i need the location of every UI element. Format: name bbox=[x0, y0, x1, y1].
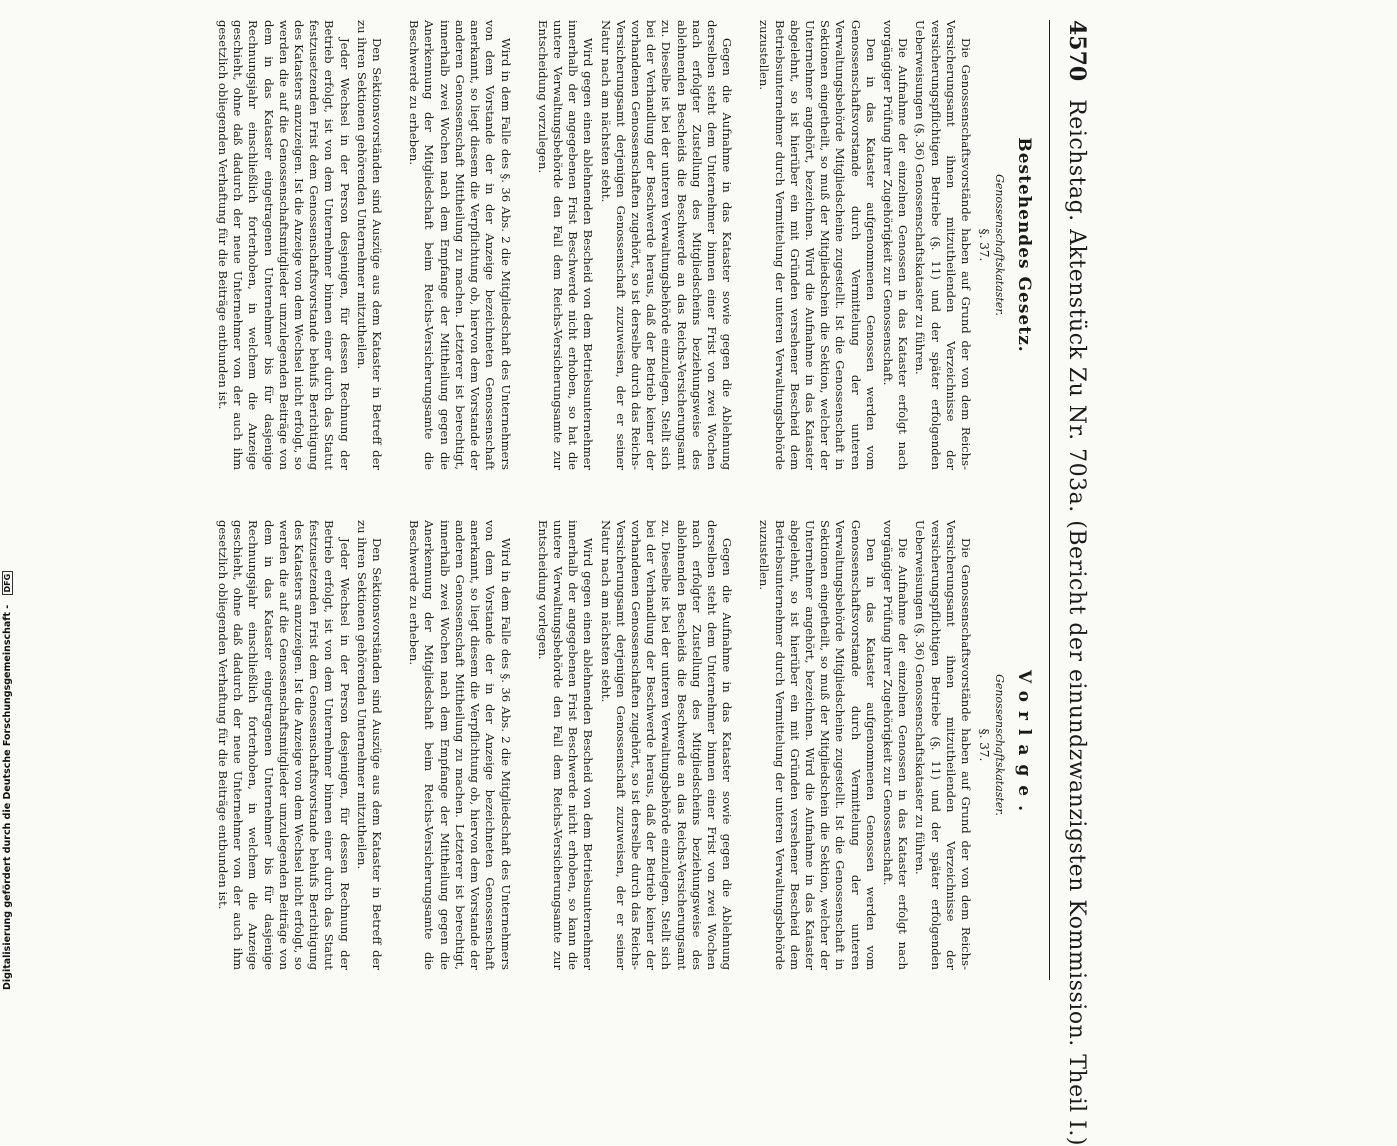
text-paragraph: Den in das Kataster aufgenommenen Genossen werden vom Genossenschaftsvorstande durch Vermittelung der unteren Verwaltungsbehörde Mitgliedscheine zugestellt. Ist die Genossenschaft in Sektionen eingetheilt, so muß der Mitgliedschein die Sektion, welcher der Unternehmer angehört, bezeichnen. Wird die Aufnahme in das Kataster abgelehnt, so ist hierüber ein mit Gründen versehener Bescheid dem Betriebsunternehmer durch Vermittelung der unteren Verwaltungsbehörde zuzustellen. bbox=[757, 20, 878, 470]
text-paragraph: Wird gegen einen ablehnenden Bescheid von dem Betriebsunternehmer innerhalb der angegebenen Frist Beschwerde nicht erhoben, so kann die untere Verwaltungsbehörde den Fall dem Reichs-Versicherungsamte zur Entscheidung vorlegen. bbox=[535, 520, 596, 970]
text-paragraph: Den Sektionsvorständen sind Auszüge aus dem Kataster in Betreff der zu ihren Sektionen gehörenden Unternehmer mitzutheilen. bbox=[354, 20, 385, 470]
text-paragraph: Die Genossenschaftsvorstände haben auf Grund der von dem Reichs-Versicherungsamt ihnen mitzutheilenden Verzeichnisse der versicherungspflichtigen Betriebe (§. 11) und der später erfolgenden Ueberweisungen (§. 36) Genossenschaftskataster zu führen. bbox=[913, 20, 973, 470]
text-paragraph: Jeder Wechsel in der Person desjenigen, für dessen Rechnung der Betrieb erfolgt, ist von dem Unternehmer binnen einer durch das Statut festzusetzenden Frist dem Genossenschaftsvorstande behufs Berichtigung des Katasters anzuzeigen. Ist die Anzeige von dem Wechsel nicht erfolgt, so werden die auf die Genossenschaftsmitglieder umzulegenden Beiträge von dem in das Kataster eingetragenen Unternehmer bis für dasjenige Rechnungsjahr einschließlich forterhoben, in welchem die Anzeige geschieht, ohne daß dadurch der neue Unternehmer von der auch ihm gesetzlich obliegenden Verhaftung für die Beiträge entbunden ist. bbox=[216, 20, 352, 470]
header-title: Reichstag. Aktenstück Zu Nr. 703a. (Bericht der einundzwanzigsten Kommission. Theil I.) bbox=[1064, 99, 1089, 1146]
text-paragraph: Die Aufnahme der einzelnen Genossen in das Kataster erfolgt nach vorgängiger Prüfung ihrer Zugehörigkeit zur Genossenschaft. bbox=[880, 520, 911, 970]
text-paragraph: Den Sektionsvorständen sind Auszüge aus dem Kataster in Betreff der zu ihren Sektionen gehörenden Unternehmer mitzutheilen. bbox=[354, 520, 385, 970]
text-paragraph: Gegen die Aufnahme in das Kataster sowie gegen die Ablehnung derselben steht dem Unternehmer binnen einer Frist von zwei Wochen nach erfolgter Zustellung des Mitgliedscheins beziehungsweise des ablehnenden Bescheids die Beschwerde an das Reichs-Versicherungsamt zu. Dieselbe ist bei der unteren Verwaltungsbehörde einzulegen. Stellt sich bei der Verhandlung der Beschwerde heraus, daß der Betrieb keiner der vorhandenen Genossenschaften zugehört, so ist derselbe durch das Reichs-Versicherungsamt derjenigen Genossenschaft zuzuweisen, der er seiner Natur nach am nächsten steht. bbox=[598, 520, 735, 970]
column-proposal bbox=[138, 520, 1038, 970]
digitization-footer bbox=[2, 260, 14, 990]
text-paragraph: Die Genossenschaftsvorstände haben auf Grund der von dem Reichs-Versicherungsamt ihnen mitzutheilenden Verzeichnisse der versicherungspflichtigen Betriebe (§. 11) und der später erfolgenden Ueberweisungen (§. 36) Genossenschaftskataster zu führen. bbox=[913, 520, 973, 970]
column-title: Bestehendes Gesetz. bbox=[1014, 137, 1034, 353]
text-paragraph: Die Aufnahme der einzelnen Genossen in das Kataster erfolgt nach vorgängiger Prüfung ihrer Zugehörigkeit zur Genossenschaft. bbox=[880, 20, 911, 470]
section-subtitle: Genossenschaftskataster. bbox=[993, 674, 1006, 816]
column-title: Vorlage. bbox=[1014, 669, 1034, 821]
dfg-logo: DFG bbox=[2, 571, 13, 596]
text-paragraph: Gegen die Aufnahme in das Kataster sowie gegen die Ablehnung derselben steht dem Unternehmer binnen einer Frist von zwei Wochen nach erfolgter Zustellung des Mitgliedscheins beziehungsweise des ablehnenden Bescheids die Beschwerde an das Reichs-Versicherungsamt zu. Dieselbe ist bei der unteren Verwaltungsbehörde einzulegen. Stellt sich bei der Verhandlung der Beschwerde heraus, daß der Betrieb keiner der vorhandenen Genossenschaften zugehört, so ist derselbe durch das Reichs-Versicherungsamt derjenigen Genossenschaft zuzuweisen, der er seiner Natur nach am nächsten steht. bbox=[598, 20, 735, 470]
page-number: 4570 bbox=[1064, 20, 1090, 82]
footer-text: Digitalisierung gefördert durch die Deutsche Forschungsgemeinschaft - bbox=[2, 604, 13, 990]
paragraph-number: §. 37. bbox=[977, 228, 991, 262]
page-header bbox=[1049, 20, 1090, 1146]
paragraph-number: §. 37. bbox=[977, 728, 991, 762]
text-paragraph: Den in das Kataster aufgenommenen Genossen werden vom Genossenschaftsvorstande durch Vermittelung der unteren Verwaltungsbehörde Mitgliedscheine zugestellt. Ist die Genossenschaft in Sektionen eingetheilt, so muß der Mitgliedschein die Sektion, welcher der Unternehmer angehört, bezeichnen. Wird die Aufnahme in das Kataster abgelehnt, so ist hierüber ein mit Gründen versehener Bescheid dem Betriebsunternehmer durch Vermittelung der unteren Verwaltungsbehörde zuzustellen. bbox=[757, 520, 878, 970]
section-subtitle: Genossenschaftskataster. bbox=[993, 174, 1006, 316]
text-paragraph: Wird gegen einen ablehnenden Bescheid von dem Betriebsunternehmer innerhalb der angegebenen Frist Beschwerde nicht erhoben, so hat die untere Verwaltungsbehörde den Fall dem Reichs-Versicherungsamte zur Entscheidung vorzulegen. bbox=[535, 20, 596, 470]
text-paragraph: Wird in dem Falle des §. 36 Abs. 2 die Mitgliedschaft des Unternehmers von dem Vorstande der in der Anzeige bezeichneten Genossenschaft anerkannt, so liegt diesem die Verpflichtung ob, hiervon dem Vorstande der anderen Genossenschaft Mittheilung zu machen. Letzterer ist berechtigt, innerhalb zwei Wochen nach dem Empfange der Mittheilung gegen die Anerkennung der Mitgliedschaft beim Reichs-Versicherungsamte die Beschwerde zu erheben. bbox=[407, 520, 513, 970]
text-paragraph: Wird in dem Falle des §. 36 Abs. 2 die Mitgliedschaft des Unternehmers von dem Vorstande der in der Anzeige bezeichneten Genossenschaft anerkannt, so liegt diesem die Verpflichtung ob, hiervon dem Vorstande der anderen Genossenschaft Mittheilung zu machen. Letzterer ist berechtigt, innerhalb zwei Wochen nach dem Empfange der Mittheilung gegen die Anerkennung der Mitgliedschaft beim Reichs-Versicherungsamte die Beschwerde zu erheben. bbox=[407, 20, 513, 470]
rotated-content bbox=[110, 20, 1090, 1146]
column-existing-law bbox=[138, 20, 1038, 470]
text-paragraph: Jeder Wechsel in der Person desjenigen, für dessen Rechnung der Betrieb erfolgt, ist von dem Unternehmer binnen einer durch das Statut festzusetzenden Frist dem Genossenschaftsvorstande behufs Berichtigung des Katasters anzuzeigen. Ist die Anzeige von dem Wechsel nicht erfolgt, so werden die auf die Genossenschaftsmitglieder umzulegenden Beiträge von dem in das Kataster eingetragenen Unternehmer bis für dasjenige Rechnungsjahr einschließlich forterhoben, in welchem die Anzeige geschieht, ohne daß dadurch der neue Unternehmer von der auch ihm gesetzlich obliegenden Verhaftung für die Beiträge entbunden ist. bbox=[216, 520, 352, 970]
